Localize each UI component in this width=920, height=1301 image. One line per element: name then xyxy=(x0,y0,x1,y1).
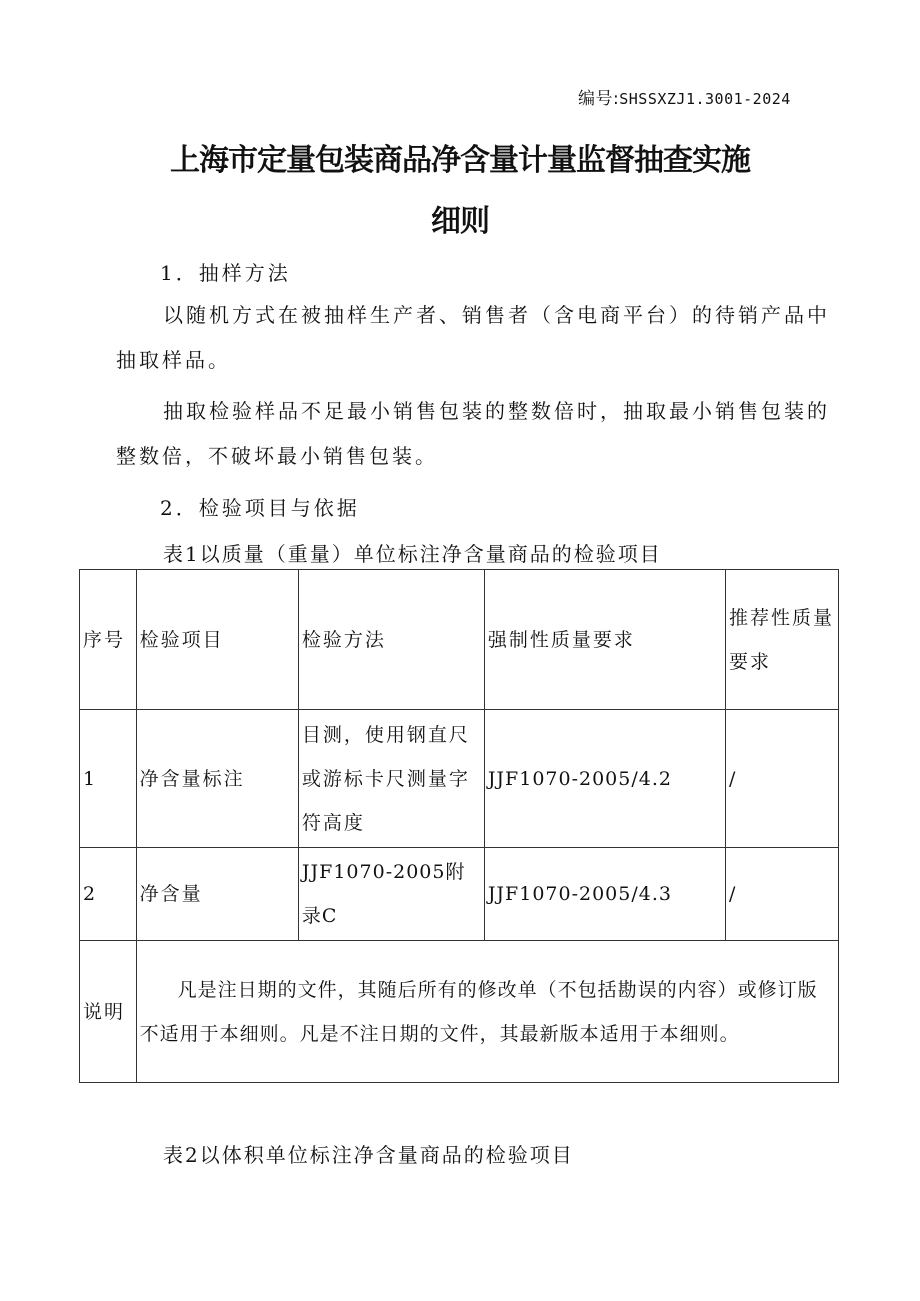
table-header-row xyxy=(80,570,839,710)
header-mandatory: 强制性质量要求 xyxy=(484,570,725,710)
header-item: 检验项目 xyxy=(136,570,298,710)
section1-paragraph1-line1: 以随机方式在被抽样生产者、销售者（含电商平台）的待销产品中 xyxy=(163,303,830,327)
table-row xyxy=(80,848,839,941)
section1-paragraph1-line2: 抽取样品。 xyxy=(116,348,231,372)
header-method: 检验方法 xyxy=(298,570,484,710)
row1-method: 目测，使用钢直尺或游标卡尺测量字符高度 xyxy=(298,710,484,848)
table-row xyxy=(80,710,839,848)
header-recommended: 推荐性质量要求 xyxy=(726,570,839,710)
section1-paragraph2-line2: 整数倍，不破坏最小销售包装。 xyxy=(116,444,438,468)
row2-method: JJF1070-2005附录C xyxy=(298,848,484,941)
row2-mandatory: JJF1070-2005/4.3 xyxy=(484,848,725,941)
section2-heading: 2．检验项目与依据 xyxy=(160,496,360,520)
inspection-table xyxy=(79,569,839,1083)
row2-item: 净含量 xyxy=(136,848,298,941)
document-number xyxy=(578,84,791,109)
document-title-line1: 上海市定量包装商品净含量计量监督抽查实施 xyxy=(170,143,750,178)
note-text: 凡是注日期的文件，其随后所有的修改单（不包括勘误的内容）或修订版不适用于本细则。凡是不注日期的文件，其最新版本适用于本细则。 xyxy=(136,941,838,1083)
note-label: 说明 xyxy=(80,941,137,1083)
row1-no: 1 xyxy=(80,710,137,848)
document-number-code: SHSSXZJ1.3001-2024 xyxy=(619,90,791,108)
section1-paragraph2-line1: 抽取检验样品不足最小销售包装的整数倍时，抽取最小销售包装的 xyxy=(163,399,830,423)
table-note-row xyxy=(80,941,839,1083)
row2-recommended: / xyxy=(726,848,839,941)
row1-item: 净含量标注 xyxy=(136,710,298,848)
row2-no: 2 xyxy=(80,848,137,941)
table2-caption: 表2以体积单位标注净含量商品的检验项目 xyxy=(163,1143,574,1167)
document-title-line2: 细则 xyxy=(431,204,489,239)
row1-mandatory: JJF1070-2005/4.2 xyxy=(484,710,725,848)
document-number-label: 编号: xyxy=(578,89,620,109)
table1-caption: 表1以质量（重量）单位标注净含量商品的检验项目 xyxy=(163,542,662,566)
row1-recommended: / xyxy=(726,710,839,848)
section1-heading: 1．抽样方法 xyxy=(160,261,291,285)
header-no: 序号 xyxy=(80,570,137,710)
